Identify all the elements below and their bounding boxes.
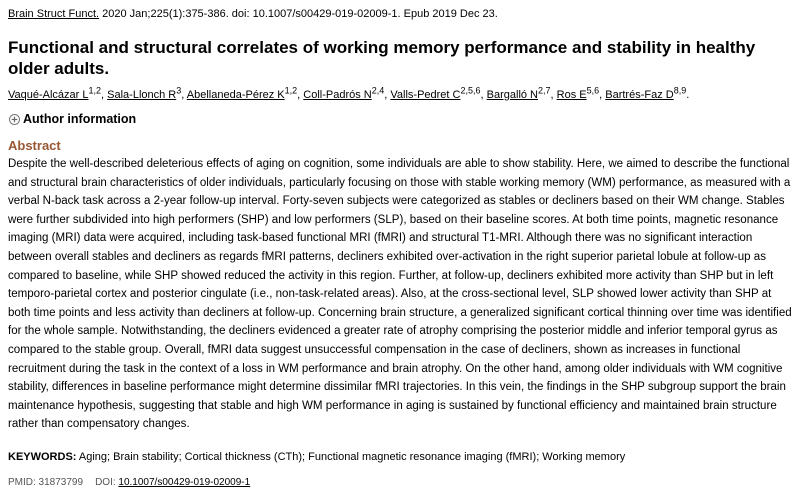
author-link[interactable]: Valls-Pedret C: [390, 89, 461, 101]
author-affiliation: 2,4: [371, 85, 385, 96]
author-separator: ,: [101, 89, 108, 101]
author-link[interactable]: Bartrés-Faz D: [605, 89, 674, 101]
author-separator: ,: [181, 89, 187, 101]
author-separator: ,: [550, 89, 557, 101]
author-affiliation: 1,2: [88, 85, 102, 96]
author-information-label[interactable]: Author information: [23, 112, 137, 126]
author-link[interactable]: Bargalló N: [486, 89, 538, 101]
author-link[interactable]: Ros E: [556, 89, 587, 101]
article-title: Functional and structural correlates of working memory performance and stability in healthy older adults.: [8, 38, 756, 78]
author-separator: ,: [297, 89, 304, 101]
doi-label: DOI:: [95, 476, 119, 488]
author-affiliation: 3: [176, 85, 182, 96]
abstract-body: Despite the well-described deleterious effects of aging on cognition, some individuals are able to show stability. Here, we aimed to describe the functional and structural brain characteristics of older individuals, particularly focusing on those with stable working memory (WM) performance, as measured with a verbal N-back task across a 2-year follow-up interval. Forty-seven subjects were categorized as stables or decliners based on their WM change. Stables were further subdivided into high performers (SHP) and low performers (SLP), based on their baseline scores. At both time points, magnetic resonance imaging (MRI) data were acquired, including task-based functional MRI (fMRI) and structural T1-MRI. Although there was no significant interaction between overall stables and decliners as regards fMRI patterns, decliners exhibited over-activation in the right superior parietal lobule at follow-up as compared to baseline, while SHP showed reduced the activity in this region. Further, at follow-up, decliners exhibited more activity than SHP but in left temporo-parietal cortex and posterior cingulate (i.e., non-task-related areas). Also, at the cross-sectional level, SLP showed lower activity than SHP at both time points and less activity than decliners at follow-up. Concerning brain structure, a generalized significant cortical thinning over time was identified for the whole sample. Notwithstanding, the decliners evidenced a greater rate of atrophy comprising the posterior middle and inferior temporal gyrus as compared to the stable group. Overall, fMRI data suggest unsuccessful compensation in the case of decliners, shown as increases in functional recruitment during the task in the context of a loss in WM performance and brain atrophy. On the other hand, among older individuals with WM cognitive stability, differences in baseline performance might determine dissimilar fMRI trajectories. In this vein, the findings in the SHP subgroup support the brain maintenance hypothesis, suggesting that stable and high WM performance in aging is sustained by functional efficiency and maintained brain structure rather than compensatory changes.: [8, 158, 792, 431]
author-affiliation: 2,7: [538, 85, 551, 96]
author-separator: .: [686, 89, 690, 101]
abstract-heading: Abstract: [8, 138, 61, 153]
identifier-line: [8, 477, 792, 489]
citation-line: [8, 8, 792, 21]
author-affiliation: 5,6: [586, 85, 600, 96]
plus-circle-icon[interactable]: [9, 114, 20, 125]
author-separator: ,: [599, 89, 606, 101]
citation-details: 2020 Jan;225(1):375-386. doi: 10.1007/s00429-019-02009-1. Epub 2019 Dec 23.: [99, 8, 498, 20]
doi-link[interactable]: 10.1007/s00429-019-02009-1: [118, 476, 251, 488]
author-affiliation: 1,2: [284, 85, 298, 96]
pmid-text: PMID: 31873799: [8, 476, 84, 488]
keywords-line: [8, 451, 792, 464]
author-affiliation: 2,5,6: [460, 85, 481, 96]
keywords-label: KEYWORDS:: [8, 450, 77, 463]
author-information-toggle[interactable]: [8, 112, 792, 127]
author-list: [8, 85, 792, 102]
author-link[interactable]: Vaqué-Alcázar L: [8, 89, 89, 101]
author-separator: ,: [384, 89, 391, 101]
author-affiliation: 8,9: [673, 85, 687, 96]
keywords-text: Aging; Brain stability; Cortical thickness (CTh); Functional magnetic resonance imaging (fMRI); Working memory: [76, 450, 626, 463]
journal-link[interactable]: Brain Struct Funct.: [8, 8, 100, 20]
author-separator: ,: [480, 89, 487, 101]
author-link[interactable]: Coll-Padrós N: [303, 89, 372, 101]
author-link[interactable]: Sala-Llonch R: [107, 89, 177, 101]
author-link[interactable]: Abellaneda-Pérez K: [186, 89, 285, 101]
